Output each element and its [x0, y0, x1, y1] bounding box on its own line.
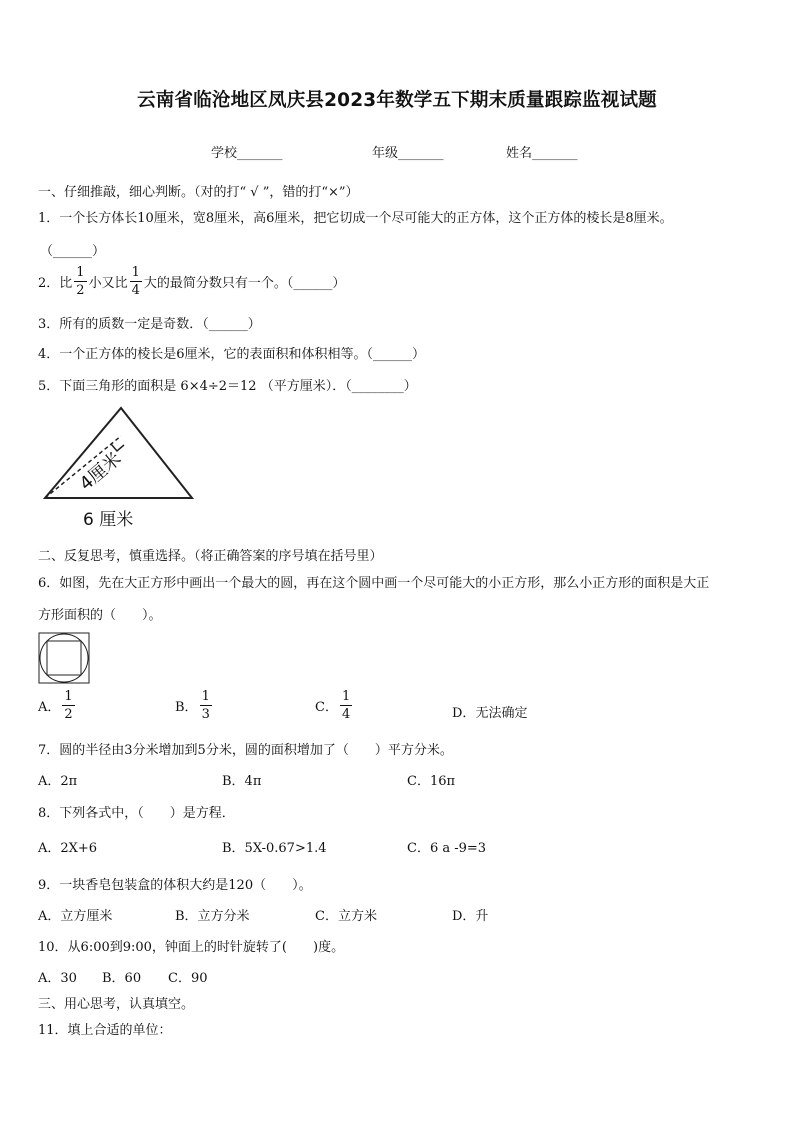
q2-f1-num: 1: [76, 265, 85, 280]
q5-text-a: 5．下面三角形的面积是: [38, 379, 177, 394]
q2-text-a: 2．比: [38, 276, 73, 291]
q9-option-c[interactable]: C．立方米: [315, 909, 377, 924]
q1-line1: 1．一个长方体长10厘米，宽8厘米，高6厘米，把它切成一个尽可能大的正方体，这个正方体的棱长是8厘米。: [38, 211, 673, 226]
q5-text-b: （平方厘米）．（________）: [260, 379, 417, 394]
q8-option-a[interactable]: A．2X+6: [38, 841, 98, 856]
q10-option-c[interactable]: C．90: [168, 971, 208, 986]
q6-option-b-fraction: [200, 690, 212, 721]
q6-option-a-label: A．: [38, 700, 61, 715]
q6-option-c-label: C．: [315, 700, 338, 715]
q6-line1: 6．如图，先在大正方形中画出一个最大的圆，再在这个圆中画一个尽可能大的小正方形，那么小正方形的面积是大正: [38, 576, 710, 591]
q9-option-b[interactable]: B．立方分米: [175, 909, 250, 924]
section3-heading: 三、用心思考，认真填空。: [38, 997, 195, 1012]
q6-c-num: 1: [341, 689, 351, 704]
q6-b-num: 1: [201, 689, 210, 704]
q2: [38, 266, 345, 297]
q6-a-den: 2: [64, 707, 73, 722]
q5-expression: 6×4÷2＝12: [180, 379, 257, 394]
q2-text-b: 小又比: [88, 276, 128, 291]
q7-option-b[interactable]: B．4π: [222, 774, 262, 789]
q8: 8．下列各式中，（ ）是方程．: [38, 806, 235, 821]
name-field: 姓名_______: [506, 146, 578, 161]
q6-option-a-fraction: [62, 690, 74, 721]
q4: 4．一个正方体的棱长是6厘米，它的表面积和体积相等。（______）: [38, 347, 426, 362]
q7-option-a[interactable]: A．2π: [38, 774, 78, 789]
q6-option-a[interactable]: [38, 690, 77, 721]
q11: 11．填上合适的单位：: [38, 1023, 172, 1038]
q10-option-b[interactable]: B．60: [102, 971, 142, 986]
page-title: 云南省临沧地区凤庆县2023年数学五下期末质量跟踪监视试题: [137, 90, 657, 111]
school-field: 学校_______: [211, 146, 283, 161]
q6-line2: 方形面积的（ ）。: [38, 608, 162, 623]
triangle-figure: [38, 405, 208, 530]
q6-option-b[interactable]: [175, 690, 214, 721]
q6-option-c-fraction: [340, 690, 352, 721]
q7-option-c[interactable]: C．16π: [407, 774, 456, 789]
q10: 10．从6:00到9:00，钟面上的时针旋转了( )度。: [38, 940, 345, 955]
q7: 7．圆的半径由3分米增加到5分米，圆的面积增加了（ ）平方分米。: [38, 743, 453, 758]
q9: 9．一块香皂包装盒的体积大约是120（ ）。: [38, 878, 312, 893]
q6-option-d[interactable]: [452, 702, 527, 721]
inner-square: [47, 641, 81, 675]
q6-option-d-text: 无法确定: [475, 706, 528, 721]
triangle-height-label: 4厘米: [75, 448, 126, 495]
q1-line2: （______）: [40, 244, 106, 259]
section2-heading: 二、反复思考，慎重选择。（将正确答案的序号填在括号里）: [38, 549, 383, 564]
q8-option-b[interactable]: B．5X-0.67>1.4: [222, 841, 327, 856]
q2-f2-den: 4: [131, 283, 140, 298]
q2-fraction-2: [130, 266, 142, 297]
q8-option-c[interactable]: C．6 a -9=3: [407, 841, 487, 856]
q6-option-c[interactable]: [315, 690, 354, 721]
square-circle-figure: [38, 632, 90, 684]
q9-option-d[interactable]: D．升: [452, 909, 489, 924]
q6-c-den: 4: [341, 707, 351, 722]
q9-option-a[interactable]: A．立方厘米: [38, 909, 113, 924]
q2-f2-num: 1: [131, 265, 140, 280]
grade-field: 年级_______: [372, 146, 444, 161]
q2-text-c: 大的最简分数只有一个。（______）: [143, 276, 346, 291]
q2-fraction-1: [74, 266, 86, 297]
triangle-base-label: 6 厘米: [83, 510, 134, 530]
q3: 3．所有的质数一定是奇数．（______）: [38, 317, 261, 332]
q5: [38, 375, 417, 394]
q6-b-den: 3: [201, 707, 210, 722]
section1-heading: 一、仔细推敲，细心判断。（对的打“ √ ”，错的打“×”）: [38, 185, 359, 200]
q6-a-num: 1: [64, 689, 73, 704]
q6-option-d-label: D．: [452, 706, 476, 721]
q6-option-b-label: B．: [175, 700, 198, 715]
q10-option-a[interactable]: A．30: [38, 971, 77, 986]
q2-f1-den: 2: [76, 283, 85, 298]
triangle-shape: [45, 408, 192, 498]
